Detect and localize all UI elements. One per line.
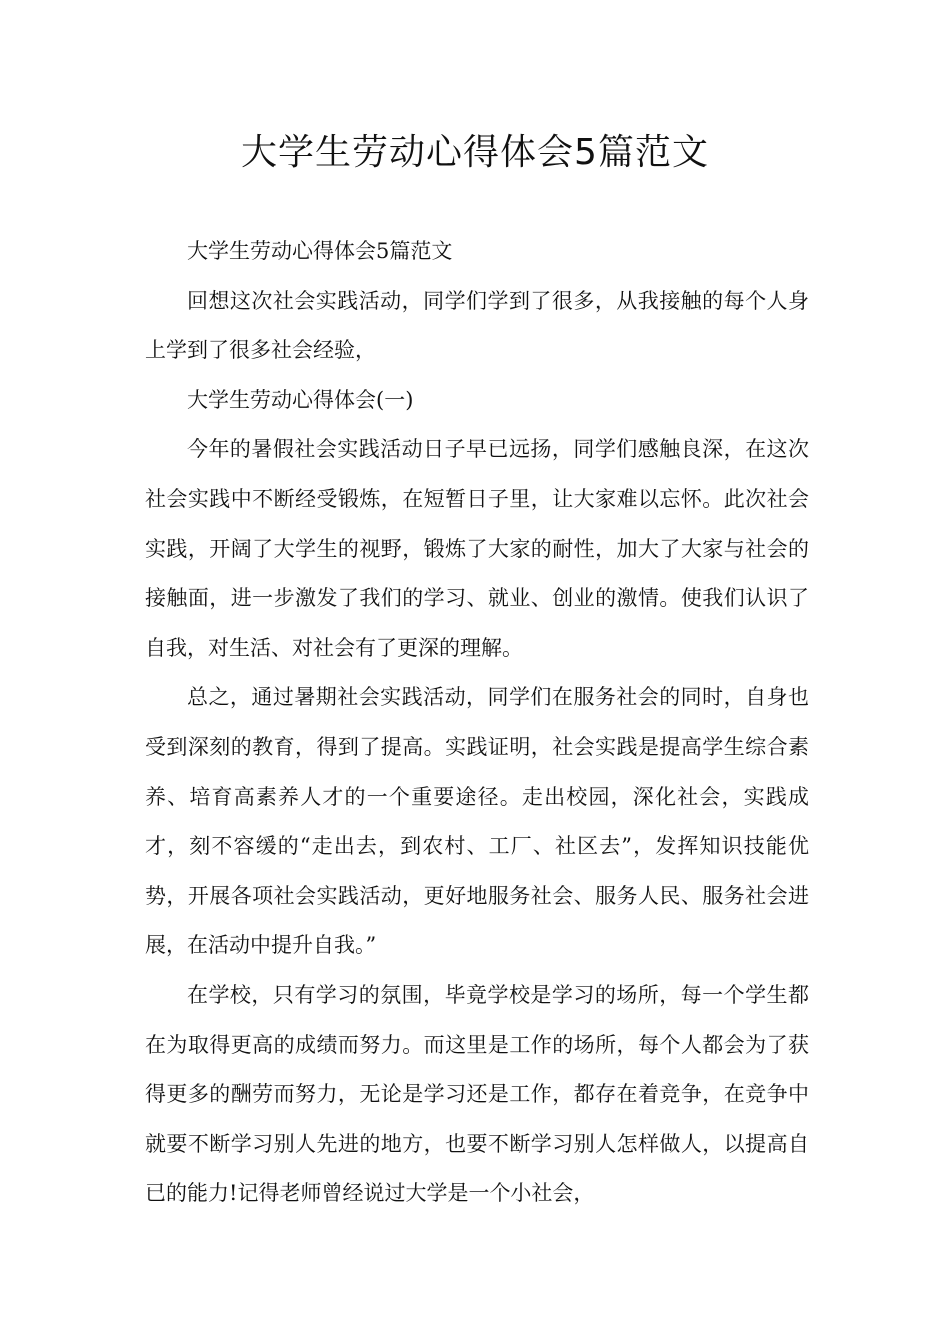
paragraph-subtitle: 大学生劳动心得体会5篇范文 <box>187 239 453 263</box>
document-body <box>145 227 809 1219</box>
paragraph-body: 在学校，只有学习的氛围，毕竟学校是学习的场所，每一个学生都在为取得更高的成绩而努力。而这里是工作的场所，每个人都会为了获得更多的酬劳而努力，无论是学习还是工作，都存在着竞争，在竞争中就要不断学习别人先进的地方，也要不断学习别人怎样做人，以提高自已的能力!记得老师曾经说过大学是一个小社会， <box>145 982 809 1206</box>
paragraph-intro: 回想这次社会实践活动，同学们学到了很多，从我接触的每个人身上学到了很多社会经验， <box>145 288 809 363</box>
paragraph-body: 今年的暑假社会实践活动日子早已远扬，同学们感触良深，在这次社会实践中不断经受锻炼，在短暂日子里，让大家难以忘怀。此次社会实践，开阔了大学生的视野，锻炼了大家的耐性，加大了大家与社会的接触面，进一步激发了我们的学习、就业、创业的激情。使我们认识了自我，对生活、对社会有了更深的理解。 <box>145 437 809 660</box>
paragraph-section-heading: 大学生劳动心得体会(一) <box>187 387 414 412</box>
paragraph-body: 总之，通过暑期社会实践活动，同学们在服务社会的同时，自身也受到深刻的教育，得到了提高。实践证明，社会实践是提高学生综合素养、培育高素养人才的一个重要途径。走出校园，深化社会，实践成才，刻不容缓的“走出去，到农村、工厂、社区去”，发挥知识技能优势，开展各项社会实践活动，更好地服务社会、服务人民、服务社会进展，在活动中提升自我。” <box>145 685 809 958</box>
document-title: 大学生劳动心得体会5篇范文 <box>241 132 709 173</box>
